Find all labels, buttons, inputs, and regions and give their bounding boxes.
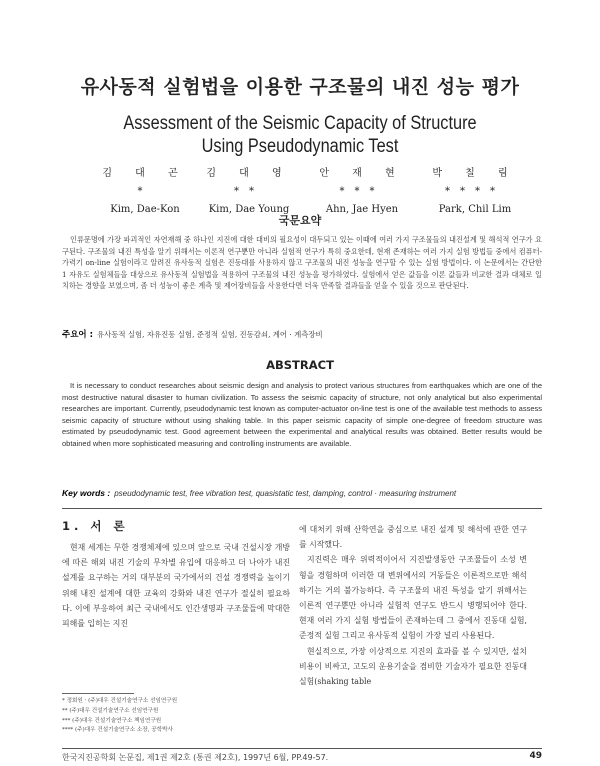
- author-name-en: Park, Chil Lim: [438, 204, 512, 215]
- footnote-rule: [62, 693, 134, 694]
- author-name-en: Kim, Dae Young: [208, 204, 290, 215]
- page-number: 49: [529, 751, 542, 761]
- author-1: [100, 165, 190, 219]
- keywords-en-label: Key words :: [62, 488, 111, 498]
- body-column-right: [299, 522, 527, 689]
- author-name-ko: 김 대 곤*: [102, 168, 188, 197]
- footnote: * 정회원 · (주)대우 건설기술연구소 선임연구원: [62, 698, 178, 704]
- divider: [62, 748, 542, 749]
- paragraph: 지진력은 매우 위력적이어서 지진발생동안 구조물들이 소성 변형을 경험하며 이러한 대 변위에서의 거동들은 이론적으로만 해석하기는 거의 불가능하다. 즉 구조물의 내진 특성을 알기 위해서는 이론적 연구뿐만 아니라 실험적 연구도 반드시 병행되어야 한다. 현재 여러 가지 실험 방법들이 존재하는데 그 중에서 진동대 실험, 준정적 실험 그리고 유사동적 실험이 가장 널리 사용된다.: [299, 555, 527, 641]
- paragraph: 현재 세계는 무한 경쟁체제에 있으며 앞으로 국내 건설시장 개방에 따른 해외 내진 기술의 무차별 유입에 대응하고 더 나아가 내진 설계를 요구하는 거의 대부분의 국가에서의 건설 경쟁력을 높이기 위해 내진 설계에 대한 교육의 강화와 내진 연구가 절실히 필요하다. 이에 부응하여 최근 국내에서도 인간생명과 구조물들에 막대한 피해를 입히는 지진: [62, 543, 290, 629]
- keywords-ko-list: 유사동적 실험, 자유진동 실험, 준정적 실험, 진동감쇠, 계어 · 계측장비: [97, 330, 323, 339]
- paragraph: 현실적으로, 가장 이상적으로 지진의 효과를 볼 수 있지만, 설치 비용이 비싸고, 고도의 운용기술을 겸비한 기술자가 필요한 진동대 실험(shaking table: [299, 646, 527, 687]
- abstract-ko-text: 인류문명에 가장 파괴적인 자연재해 중 하나인 지진에 대한 대비의 필요성이 대두되고 있는 이때에 여러 가지 구조물들의 내진설계 및 해석적 연구가 요구된다. 구조물의 내진 특성을 알기 위해서는 이론적 연구뿐만 아니라 실험적 연구가 특히 중요한데, 현재 존재하는 여러 가지 실험 방법들 중에서 컴퓨터-가력기 on-line 실험이라고 알려진 유사동적 실험은 진동대를 사용하지 않고 구조물의 내진 성능을 연구할 수 있는 실험 방법이다. 이 논문에서는 간단한 1 자유도 실험체들을 대상으로 유사동적 실험법을 적용하여 구조물의 내진 성능을 평가하였다. 실험에서 얻은 값들을 이론 값들과 비교한 결과 대체로 일치하는 경향을 보였으며, 좀 더 성능이 좋은 계측 및 제어장비들을 사용한다면 더욱 만족할 결과들을 얻을 수 있을 것으로 판단된다.: [62, 235, 542, 291]
- author-name-en: Ahn, Jae Hyen: [325, 204, 399, 215]
- author-name-ko: 안 재 현***: [319, 168, 405, 197]
- footnote: ** (주)대우 건설기술연구소 선임연구원: [62, 707, 159, 714]
- abstract-en-heading: ABSTRACT: [266, 358, 334, 372]
- keywords-ko: [62, 328, 542, 340]
- section-1-heading: 1. 서 론: [62, 519, 129, 533]
- journal-citation: 한국지진공학회 논문집, 제1권 제2호 (통권 제2호), 1997년 6월, PP.49-57.: [62, 753, 329, 762]
- abstract-en-text: It is necessary to conduct researches about seismic design and analysis to protect various structures from earthquakes which are one of the most destructive natural disaster to human civilization. To assess the seismic capacity of structure, not only analytical but also experimental researches are important. Currently, pseudodynamic test known as computer-actuator on-line test is one of the available test methods to assess seismic capacity of structure without using shaking table. In this paper seismic capacity of simple one-degree of freedom structure was estimated by pseudodynamic test. Good agreement between the experimental and analytical results was obtained. Better results would be obtained when more sophisticated measuring and controlling instruments are available.: [62, 381, 542, 448]
- footnote: *** (주)대우 건설기술연구소 책임연구원: [62, 717, 162, 724]
- author-name-en: Kim, Dae-Kon: [110, 204, 180, 215]
- body-column-left: [62, 540, 290, 631]
- title-en-line-1: Assessment of the Seismic Capacity of Structure: [123, 113, 477, 134]
- paper-title-english: [42, 112, 558, 158]
- footnote: **** (주)대우 건설기술연구소 소장, 공학박사: [62, 727, 173, 734]
- keywords-en: [62, 488, 542, 498]
- title-en-line-2: Using Pseudodynamic Test: [201, 136, 399, 157]
- paper-title-korean: 유사동적 실험법을 이용한 구조물의 내진 성능 평가: [80, 76, 520, 98]
- author-2: [194, 165, 304, 219]
- author-4: [420, 165, 530, 219]
- footnotes: [62, 697, 290, 736]
- author-3: [312, 165, 412, 219]
- abstract-ko-heading: 국문요약: [278, 214, 322, 227]
- author-name-ko: 김 대 영**: [206, 168, 292, 197]
- keywords-en-list: pseudodynamic test, free vibration test, quasistatic test, damping, control · measuring instrument: [114, 489, 457, 498]
- keywords-ko-label: 주요어 :: [62, 330, 93, 340]
- author-name-ko: 박 칠 림****: [432, 168, 518, 197]
- divider: [62, 508, 542, 509]
- paragraph: 에 대처키 위해 산학연을 중심으로 내진 설계 및 해석에 관한 연구를 시작했다.: [299, 525, 527, 550]
